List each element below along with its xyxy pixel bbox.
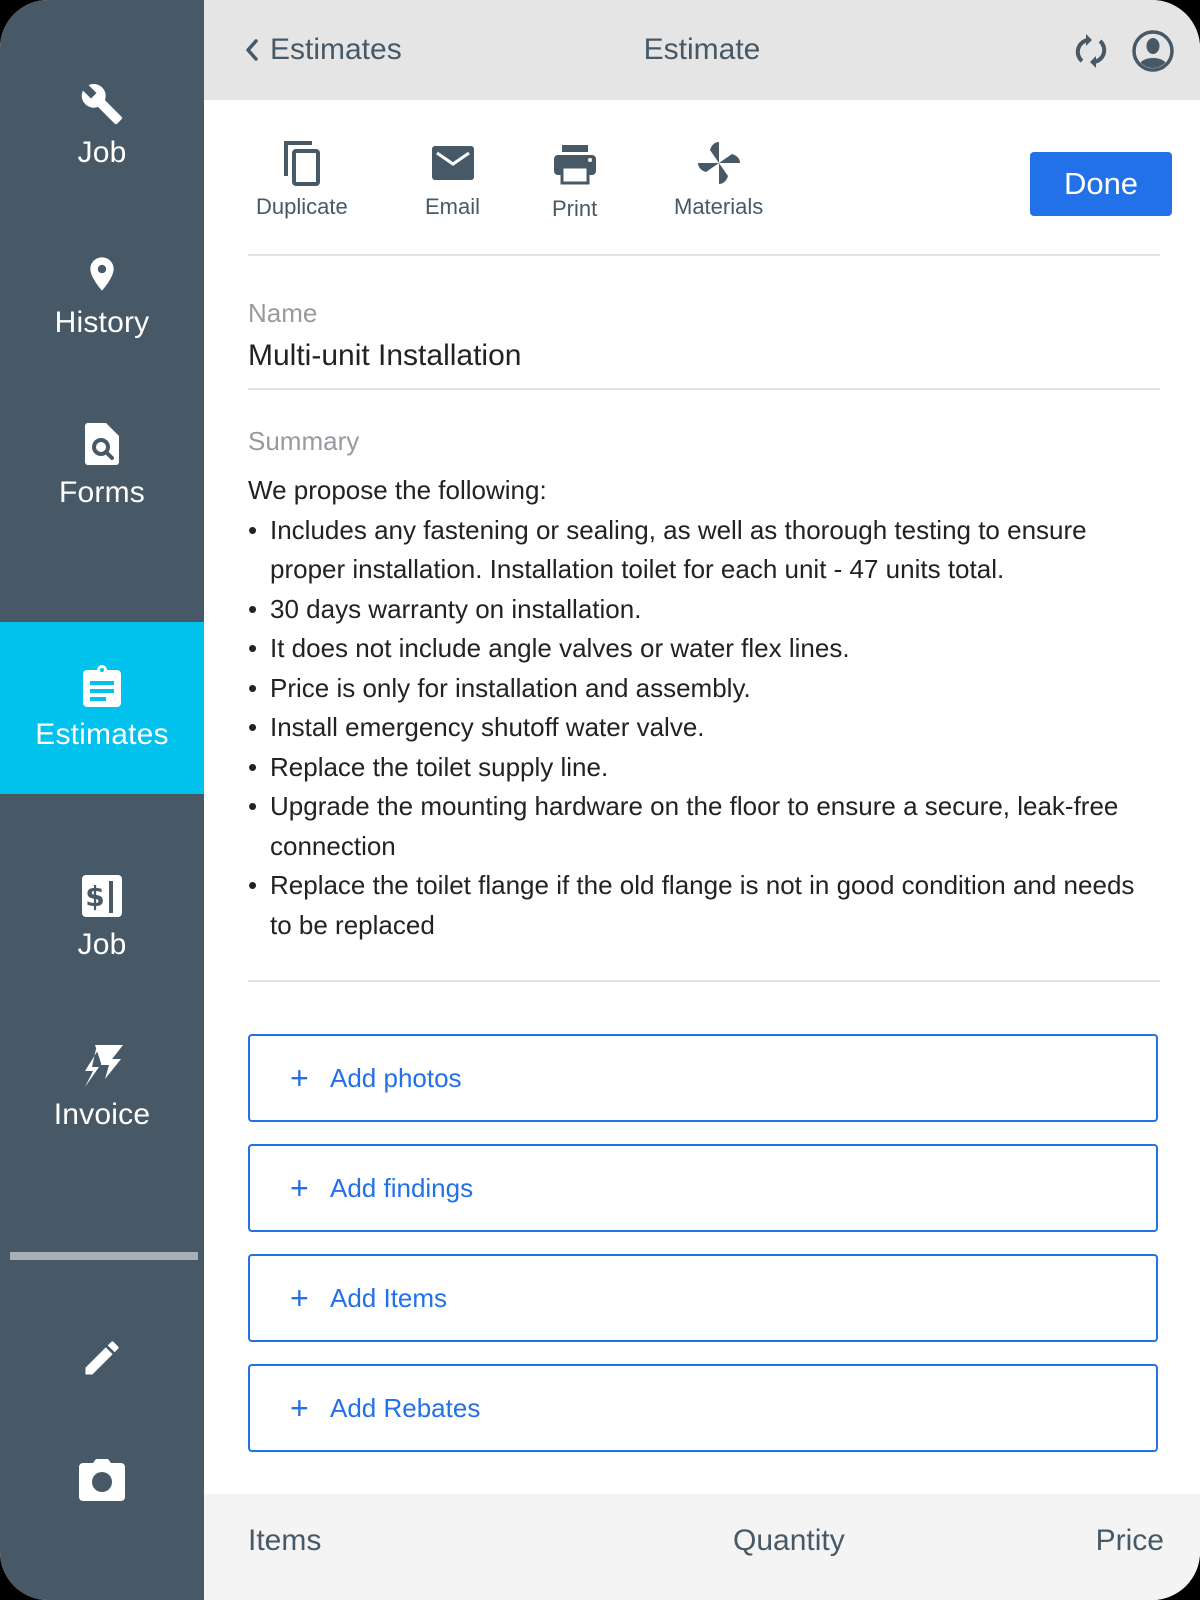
name-field[interactable] bbox=[248, 256, 1160, 390]
print-icon bbox=[554, 140, 596, 190]
column-header-quantity: Quantity bbox=[733, 1524, 845, 1557]
dollar-invoice-icon bbox=[80, 874, 124, 918]
plus-icon: + bbox=[290, 1280, 309, 1316]
camera-tool-button[interactable] bbox=[0, 1442, 204, 1522]
column-header-items: Items bbox=[248, 1524, 322, 1557]
plus-icon: + bbox=[290, 1390, 309, 1426]
duplicate-icon bbox=[283, 138, 321, 188]
sidebar-item-history[interactable] bbox=[0, 210, 204, 382]
svg-text:$: $ bbox=[85, 880, 105, 913]
form-search-icon bbox=[80, 422, 124, 466]
email-button[interactable] bbox=[425, 138, 480, 220]
column-header-price: Price bbox=[1095, 1524, 1164, 1557]
sidebar-item-forms[interactable] bbox=[0, 380, 204, 552]
camera-icon bbox=[79, 1459, 125, 1506]
summary-bullet: • 30 days warranty on installation. bbox=[248, 590, 1160, 630]
summary-bullet: • Price is only for installation and assembly. bbox=[248, 669, 1160, 709]
name-label: Name bbox=[248, 298, 318, 328]
duplicate-label: Duplicate bbox=[256, 194, 348, 219]
materials-label: Materials bbox=[674, 194, 764, 219]
back-label: Estimates bbox=[270, 33, 402, 66]
summary-field[interactable] bbox=[248, 390, 1160, 982]
add-findings-button[interactable] bbox=[248, 1144, 1158, 1232]
add-photos-label: Add photos bbox=[330, 1062, 462, 1093]
clipboard-icon bbox=[80, 664, 124, 708]
plus-icon: + bbox=[290, 1170, 309, 1206]
pencil-icon bbox=[80, 1336, 124, 1385]
sidebar-divider bbox=[10, 1252, 198, 1260]
sidebar-item-job-invoice[interactable] bbox=[0, 832, 204, 1004]
map-pin-icon bbox=[80, 252, 124, 296]
page-title: Estimate bbox=[643, 33, 761, 66]
items-table-header bbox=[204, 1494, 1200, 1600]
sidebar-item-label: Invoice bbox=[53, 1098, 151, 1131]
sidebar-item-label: Job bbox=[77, 136, 127, 169]
sync-icon[interactable] bbox=[1068, 28, 1114, 74]
name-value[interactable]: Multi-unit Installation bbox=[248, 339, 522, 372]
add-rebates-label: Add Rebates bbox=[330, 1392, 481, 1423]
summary-text[interactable] bbox=[248, 471, 1160, 945]
add-items-label: Add Items bbox=[330, 1282, 448, 1313]
print-button[interactable] bbox=[552, 140, 597, 222]
pinwheel-icon bbox=[696, 138, 742, 188]
sidebar-item-label: History bbox=[54, 306, 150, 339]
summary-bullet: • Replace the toilet supply line. bbox=[248, 748, 1160, 788]
summary-list bbox=[248, 511, 1160, 946]
materials-button[interactable] bbox=[674, 138, 763, 220]
add-findings-label: Add findings bbox=[330, 1172, 474, 1203]
summary-bullet: • Replace the toilet flange if the old flange is not in good condition and needs to be replaced bbox=[248, 866, 1160, 945]
summary-intro: We propose the following: bbox=[248, 475, 547, 505]
plus-icon: + bbox=[290, 1060, 309, 1096]
summary-label: Summary bbox=[248, 426, 360, 456]
add-rebates-button[interactable] bbox=[248, 1364, 1158, 1452]
add-photos-button[interactable] bbox=[248, 1034, 1158, 1122]
summary-bullet: • Upgrade the mounting hardware on the floor to ensure a secure, leak-free connection bbox=[248, 787, 1160, 866]
action-toolbar bbox=[248, 100, 1160, 256]
wrench-icon bbox=[80, 82, 124, 126]
user-profile-icon[interactable] bbox=[1130, 28, 1176, 74]
sidebar-item-label: Job bbox=[77, 928, 127, 961]
sidebar-item-label: Forms bbox=[59, 476, 145, 509]
top-header bbox=[204, 0, 1200, 100]
email-label: Email bbox=[425, 194, 481, 219]
duplicate-button[interactable] bbox=[256, 138, 348, 220]
add-items-button[interactable] bbox=[248, 1254, 1158, 1342]
edit-tool-button[interactable] bbox=[0, 1320, 204, 1400]
estimate-content bbox=[248, 100, 1160, 982]
email-icon bbox=[432, 138, 474, 188]
lightning-icon bbox=[80, 1044, 124, 1088]
done-button[interactable]: Done bbox=[1030, 152, 1172, 216]
sidebar-item-invoice[interactable] bbox=[0, 1002, 204, 1174]
summary-bullet: • It does not include angle valves or water flex lines. bbox=[248, 629, 1160, 669]
sidebar bbox=[0, 0, 204, 1600]
summary-bullet: • Includes any fastening or sealing, as well as thorough testing to ensure proper installation. Installation toilet for each unit - 47 units total. bbox=[248, 511, 1160, 590]
summary-bullet: • Install emergency shutoff water valve. bbox=[248, 708, 1160, 748]
sidebar-item-estimates[interactable] bbox=[0, 622, 204, 794]
sidebar-item-label: Estimates bbox=[35, 718, 169, 751]
sidebar-item-job[interactable] bbox=[0, 40, 204, 212]
print-label: Print bbox=[552, 196, 598, 221]
